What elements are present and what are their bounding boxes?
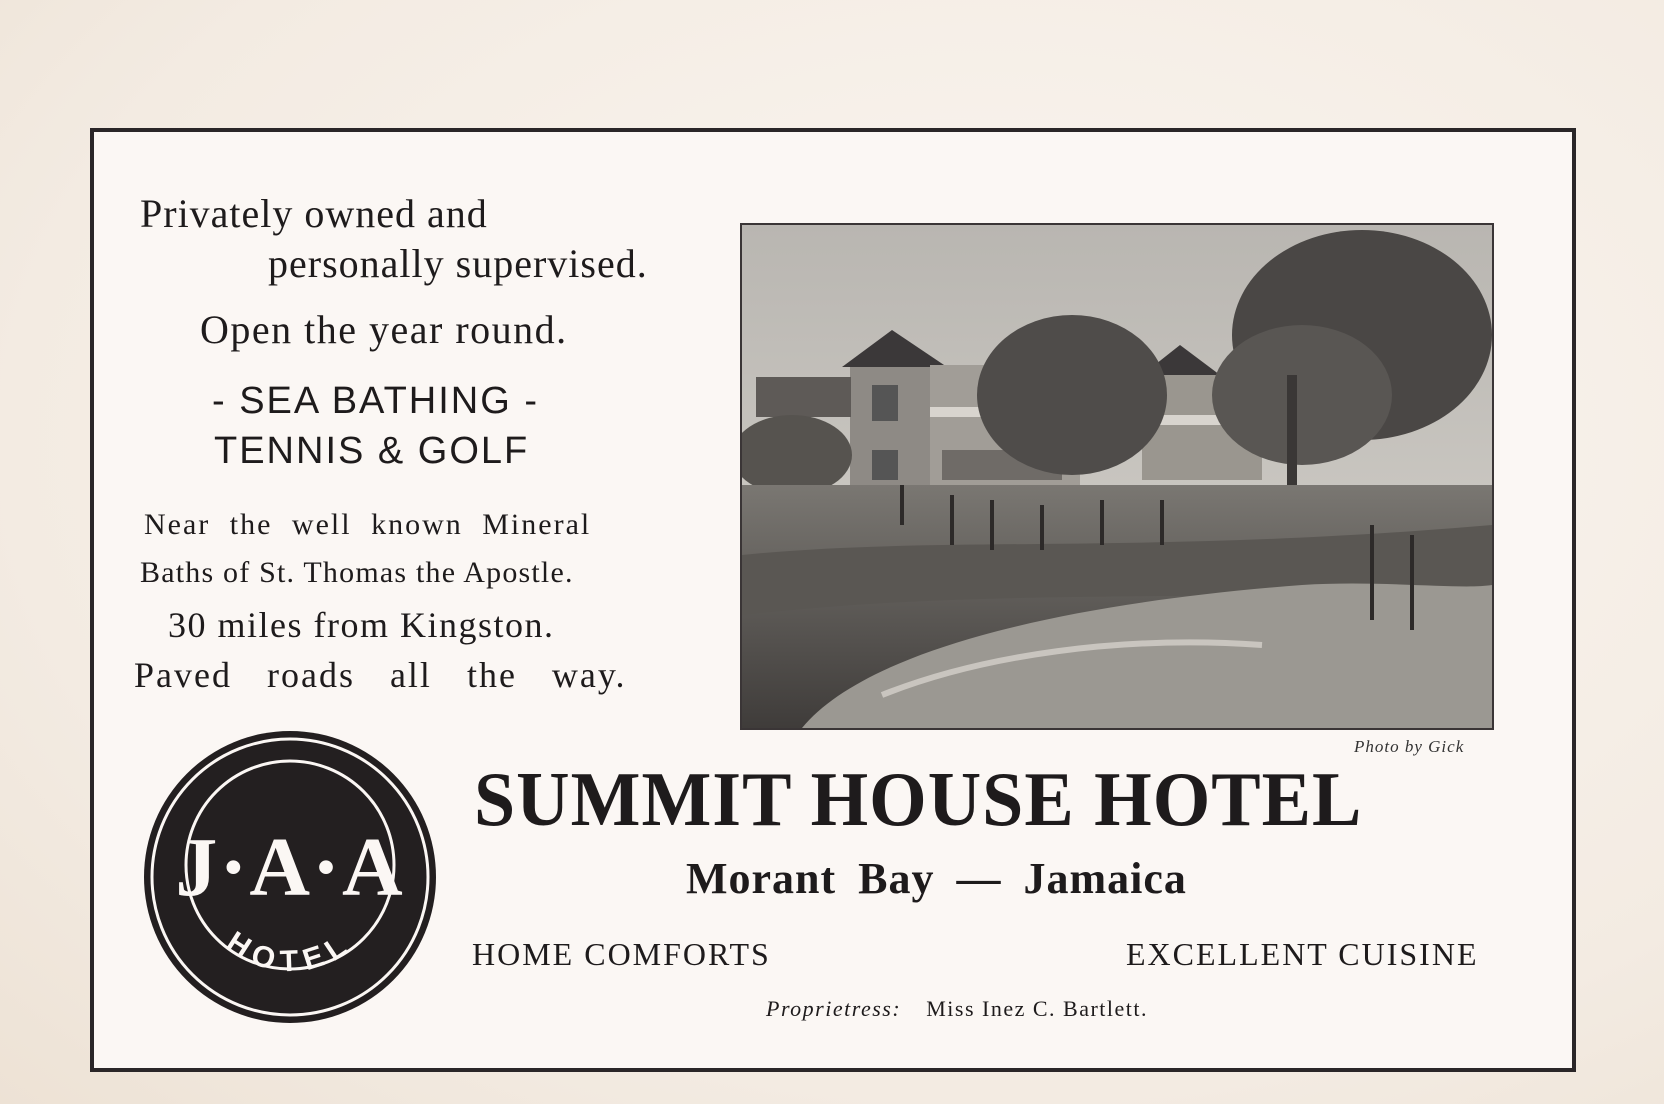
copy-line-tennis-golf: TENNIS & GOLF <box>214 430 530 472</box>
copy-line-owned: Privately owned and <box>140 191 488 236</box>
copy-line-distance: 30 miles from Kingston. <box>168 605 555 645</box>
copy-line-sea-bathing: - SEA BATHING - <box>212 380 540 422</box>
copy-line-baths: Baths of St. Thomas the Apostle. <box>140 556 574 589</box>
hotel-location: Morant Bay — Jamaica <box>686 854 1187 903</box>
photo-credit: Photo by Gick <box>1354 737 1465 756</box>
jaa-hotel-seal <box>140 727 440 1027</box>
hotel-photo-illustration <box>742 225 1492 728</box>
feature-home-comforts: HOME COMFORTS <box>472 936 771 972</box>
copy-line-roads: Paved roads all the way. <box>134 655 627 695</box>
seal-emblem-icon <box>140 727 440 1027</box>
seal-top-text: J·A·A <box>175 821 405 914</box>
proprietor-name: Miss Inez C. Bartlett. <box>926 996 1149 1021</box>
proprietor-role: Proprietress: <box>766 996 902 1021</box>
hotel-photo <box>740 223 1494 730</box>
feature-excellent-cuisine: EXCELLENT CUISINE <box>1126 936 1479 972</box>
copy-line-supervised: personally supervised. <box>268 241 648 286</box>
copy-line-mineral: Near the well known Mineral <box>144 508 592 541</box>
copy-line-open: Open the year round. <box>200 307 568 352</box>
proprietor-line <box>766 996 1148 1022</box>
seal-bottom-text: HOTEL <box>220 925 360 979</box>
hotel-name-title: SUMMIT HOUSE HOTEL <box>474 756 1363 844</box>
